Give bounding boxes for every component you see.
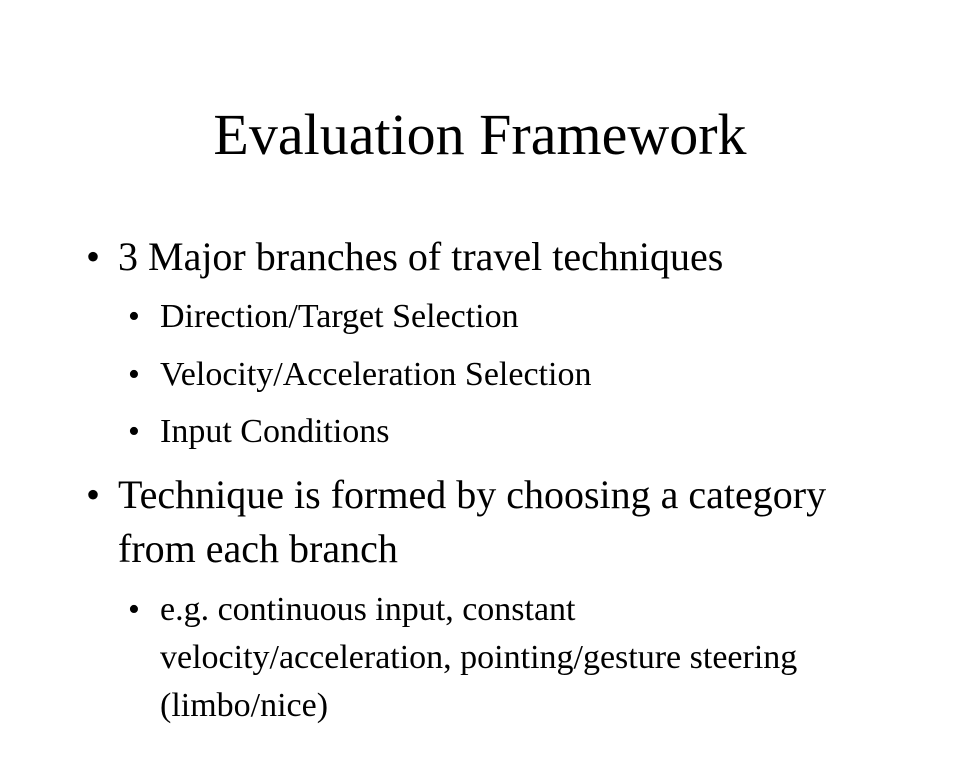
bullet-mark: • xyxy=(86,472,101,517)
sub-bullet-mark: • xyxy=(128,413,140,450)
sub-bullet-velocity-acceleration xyxy=(128,351,591,399)
sub-bullet-text: Velocity/Acceleration Selection xyxy=(160,356,592,393)
sub-bullet-direction-target xyxy=(128,293,519,341)
sub-bullet-text-line-3: (limbo/nice) xyxy=(160,687,329,724)
sub-bullet-text: Direction/Target Selection xyxy=(160,298,519,335)
slide-title: Evaluation Framework xyxy=(213,102,747,167)
sub-bullet-text-line-2: velocity/acceleration, pointing/gesture steering xyxy=(160,639,798,676)
bullet-major-branches xyxy=(86,230,723,284)
bullet-text-line-1: Technique is formed by choosing a category xyxy=(118,472,827,517)
bullet-text: 3 Major branches of travel techniques xyxy=(118,234,724,279)
sub-bullet-mark: • xyxy=(128,591,140,628)
sub-bullet-text-line-1: e.g. continuous input, constant xyxy=(160,591,576,628)
sub-bullet-mark: • xyxy=(128,298,140,335)
sub-bullet-mark: • xyxy=(128,356,140,393)
sub-bullet-example xyxy=(128,586,797,730)
bullet-text-line-2: from each branch xyxy=(118,526,398,571)
bullet-mark: • xyxy=(86,234,101,279)
bullet-technique-formation xyxy=(86,468,826,576)
sub-bullet-text: Input Conditions xyxy=(160,413,390,450)
sub-bullet-input-conditions xyxy=(128,408,390,456)
